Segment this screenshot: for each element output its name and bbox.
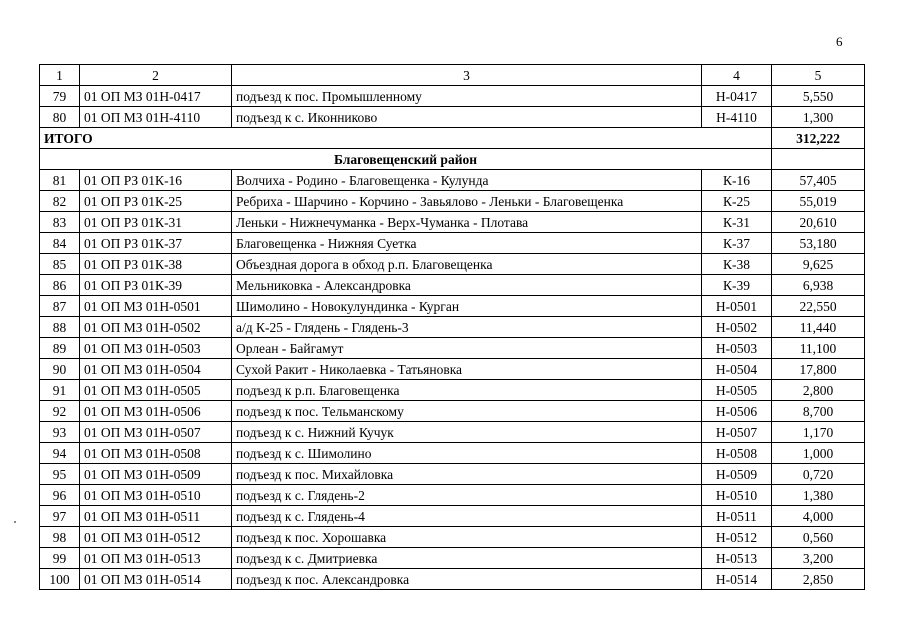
road-index: К-16	[702, 170, 772, 191]
road-length: 2,850	[772, 569, 865, 590]
road-name: Леньки - Нижнечуманка - Верх-Чуманка - Плотава	[232, 212, 702, 233]
road-index: Н-0504	[702, 359, 772, 380]
column-number-3: 3	[232, 65, 702, 86]
road-id-code: 01 ОП РЗ 01К-31	[80, 212, 232, 233]
road-index: К-25	[702, 191, 772, 212]
road-id-code: 01 ОП МЗ 01Н-0506	[80, 401, 232, 422]
road-index: К-39	[702, 275, 772, 296]
row-number: 94	[40, 443, 80, 464]
scan-speck	[14, 521, 16, 523]
road-length: 11,440	[772, 317, 865, 338]
road-id-code: 01 ОП МЗ 01Н-0417	[80, 86, 232, 107]
road-length: 22,550	[772, 296, 865, 317]
table-row	[40, 359, 865, 380]
region-length-empty	[772, 149, 865, 170]
road-id-code: 01 ОП МЗ 01Н-0514	[80, 569, 232, 590]
road-id-code: 01 ОП МЗ 01Н-0512	[80, 527, 232, 548]
road-name: подъезд к с. Шимолино	[232, 443, 702, 464]
table-row	[40, 296, 865, 317]
table-row	[40, 107, 865, 128]
road-index: Н-0505	[702, 380, 772, 401]
road-index: К-31	[702, 212, 772, 233]
road-length: 2,800	[772, 380, 865, 401]
table-row	[40, 338, 865, 359]
road-index: Н-0512	[702, 527, 772, 548]
row-number: 99	[40, 548, 80, 569]
road-index: К-37	[702, 233, 772, 254]
row-number: 89	[40, 338, 80, 359]
road-name: а/д К-25 - Глядень - Глядень-3	[232, 317, 702, 338]
road-name: подъезд к с. Глядень-4	[232, 506, 702, 527]
road-index: Н-0417	[702, 86, 772, 107]
road-id-code: 01 ОП МЗ 01Н-0504	[80, 359, 232, 380]
column-number-row	[40, 65, 865, 86]
road-name: подъезд к пос. Михайловка	[232, 464, 702, 485]
road-length: 1,380	[772, 485, 865, 506]
road-id-code: 01 ОП МЗ 01Н-0510	[80, 485, 232, 506]
road-index: Н-0510	[702, 485, 772, 506]
table-row	[40, 191, 865, 212]
table-row	[40, 422, 865, 443]
table-row	[40, 380, 865, 401]
row-number: 98	[40, 527, 80, 548]
road-name: Волчиха - Родино - Благовещенка - Кулунда	[232, 170, 702, 191]
row-number: 87	[40, 296, 80, 317]
road-length: 57,405	[772, 170, 865, 191]
region-name: Благовещенский район	[40, 149, 772, 170]
table-row	[40, 485, 865, 506]
row-number: 96	[40, 485, 80, 506]
road-id-code: 01 ОП РЗ 01К-39	[80, 275, 232, 296]
road-name: Шимолино - Новокулундинка - Курган	[232, 296, 702, 317]
row-number: 90	[40, 359, 80, 380]
road-index: Н-0511	[702, 506, 772, 527]
table-row	[40, 464, 865, 485]
road-name: подъезд к с. Нижний Кучук	[232, 422, 702, 443]
row-number: 80	[40, 107, 80, 128]
road-name: подъезд к с. Иконниково	[232, 107, 702, 128]
row-number: 97	[40, 506, 80, 527]
roads-table-body	[40, 65, 865, 590]
road-id-code: 01 ОП РЗ 01К-37	[80, 233, 232, 254]
column-number-5: 5	[772, 65, 865, 86]
column-number-1: 1	[40, 65, 80, 86]
road-id-code: 01 ОП РЗ 01К-38	[80, 254, 232, 275]
road-length: 0,720	[772, 464, 865, 485]
region-row	[40, 149, 865, 170]
table-row	[40, 275, 865, 296]
road-index: Н-0513	[702, 548, 772, 569]
road-name: Благовещенка - Нижняя Суетка	[232, 233, 702, 254]
road-length: 11,100	[772, 338, 865, 359]
road-index: Н-0509	[702, 464, 772, 485]
road-id-code: 01 ОП МЗ 01Н-0501	[80, 296, 232, 317]
row-number: 86	[40, 275, 80, 296]
road-name: подъезд к пос. Тельманскому	[232, 401, 702, 422]
row-number: 95	[40, 464, 80, 485]
road-id-code: 01 ОП МЗ 01Н-0505	[80, 380, 232, 401]
row-number: 79	[40, 86, 80, 107]
road-name: Мельниковка - Александровка	[232, 275, 702, 296]
table-row	[40, 527, 865, 548]
row-number: 100	[40, 569, 80, 590]
road-id-code: 01 ОП РЗ 01К-16	[80, 170, 232, 191]
road-name: подъезд к р.п. Благовещенка	[232, 380, 702, 401]
road-length: 0,560	[772, 527, 865, 548]
road-name: подъезд к с. Дмитриевка	[232, 548, 702, 569]
total-row	[40, 128, 865, 149]
table-row	[40, 569, 865, 590]
table-row	[40, 317, 865, 338]
page-number: 6	[836, 34, 843, 49]
column-number-2: 2	[80, 65, 232, 86]
road-length: 53,180	[772, 233, 865, 254]
road-id-code: 01 ОП МЗ 01Н-0513	[80, 548, 232, 569]
road-index: Н-0501	[702, 296, 772, 317]
road-length: 20,610	[772, 212, 865, 233]
row-number: 93	[40, 422, 80, 443]
road-id-code: 01 ОП РЗ 01К-25	[80, 191, 232, 212]
table-row	[40, 443, 865, 464]
road-length: 4,000	[772, 506, 865, 527]
roads-table	[39, 64, 865, 590]
road-name: Сухой Ракит - Николаевка - Татьяновка	[232, 359, 702, 380]
row-number: 92	[40, 401, 80, 422]
row-number: 82	[40, 191, 80, 212]
row-number: 84	[40, 233, 80, 254]
road-length: 1,170	[772, 422, 865, 443]
road-name: Орлеан - Байгамут	[232, 338, 702, 359]
road-id-code: 01 ОП МЗ 01Н-0507	[80, 422, 232, 443]
table-row	[40, 401, 865, 422]
road-index: Н-0514	[702, 569, 772, 590]
table-row	[40, 506, 865, 527]
road-id-code: 01 ОП МЗ 01Н-0503	[80, 338, 232, 359]
road-length: 17,800	[772, 359, 865, 380]
road-id-code: 01 ОП МЗ 01Н-4110	[80, 107, 232, 128]
table-row	[40, 212, 865, 233]
table-row	[40, 86, 865, 107]
road-id-code: 01 ОП МЗ 01Н-0502	[80, 317, 232, 338]
row-number: 88	[40, 317, 80, 338]
road-id-code: 01 ОП МЗ 01Н-0508	[80, 443, 232, 464]
row-number: 81	[40, 170, 80, 191]
road-index: Н-0507	[702, 422, 772, 443]
road-name: Объездная дорога в обход р.п. Благовещенка	[232, 254, 702, 275]
row-number: 91	[40, 380, 80, 401]
column-number-4: 4	[702, 65, 772, 86]
road-length: 1,000	[772, 443, 865, 464]
table-row	[40, 170, 865, 191]
road-length: 6,938	[772, 275, 865, 296]
road-length: 8,700	[772, 401, 865, 422]
road-name: подъезд к пос. Хорошавка	[232, 527, 702, 548]
road-id-code: 01 ОП МЗ 01Н-0509	[80, 464, 232, 485]
road-length: 9,625	[772, 254, 865, 275]
road-length: 5,550	[772, 86, 865, 107]
table-row	[40, 254, 865, 275]
table-row	[40, 233, 865, 254]
road-id-code: 01 ОП МЗ 01Н-0511	[80, 506, 232, 527]
road-length: 55,019	[772, 191, 865, 212]
road-length: 1,300	[772, 107, 865, 128]
road-name: подъезд к пос. Промышленному	[232, 86, 702, 107]
row-number: 85	[40, 254, 80, 275]
road-index: Н-0508	[702, 443, 772, 464]
road-name: подъезд к пос. Александровка	[232, 569, 702, 590]
road-name: Ребриха - Шарчино - Корчино - Завьялово - Леньки - Благовещенка	[232, 191, 702, 212]
road-name: подъезд к с. Глядень-2	[232, 485, 702, 506]
road-length: 3,200	[772, 548, 865, 569]
road-index: Н-0502	[702, 317, 772, 338]
road-index: Н-0503	[702, 338, 772, 359]
total-label: ИТОГО	[40, 128, 772, 149]
road-index: Н-0506	[702, 401, 772, 422]
row-number: 83	[40, 212, 80, 233]
road-index: К-38	[702, 254, 772, 275]
road-index: Н-4110	[702, 107, 772, 128]
total-value: 312,222	[772, 128, 865, 149]
table-row	[40, 548, 865, 569]
